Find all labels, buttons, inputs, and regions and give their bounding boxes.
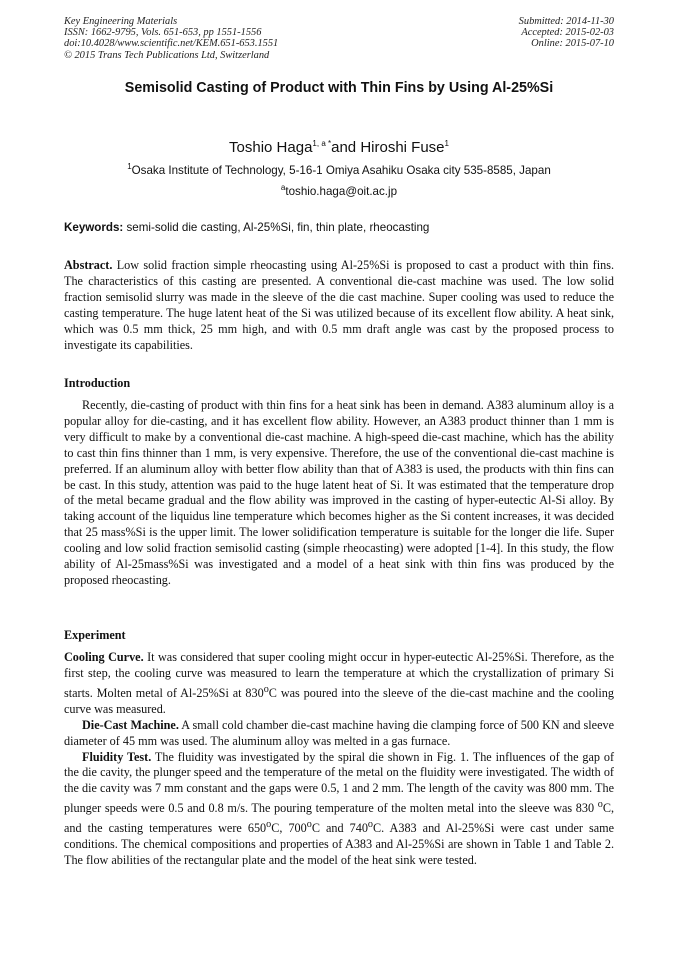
diecast-text: A small cold chamber die-cast machine having die clamping force of 500 KN and sleeve diameter of 45 mm was used. The aluminum alloy was melted in a gas furnace. [64, 717, 614, 748]
fluidity-text-3: C, 700 [271, 821, 307, 836]
affiliation-sup: 1 [127, 162, 132, 172]
abstract-label: Abstract. [64, 258, 113, 272]
affiliation-text: Osaka Institute of Technology, 5-16-1 Omiya Asahiku Osaka city 535-8585, Japan [131, 164, 551, 177]
degree-sup: o [266, 819, 272, 831]
introduction-heading: Introduction [64, 376, 131, 390]
author-email [0, 185, 678, 198]
cooling-text-2: C was poured into the sleeve of the die-cast machine and the cooling curve was measured. [64, 685, 614, 716]
issn-line: ISSN: 1662-9795, Vols. 651-653, pp 1551-1556 [64, 27, 262, 39]
experiment-heading: Experiment [64, 628, 126, 642]
submitted-date: Submitted: 2014-11-30 [518, 16, 614, 27]
submission-dates [519, 16, 614, 50]
cooling-curve-paragraph [64, 650, 614, 718]
cooling-text-1: It was considered that super cooling might occur in hyper-eutectic Al-25%Si. Therefore, as the first step, the cooling curve was measured to learn the temperature at which the crystallization of primary Si starts. Molten metal of Al-25%Si at 830 [64, 650, 614, 700]
author-2: Hiroshi Fuse [360, 139, 445, 156]
doi-line: doi:10.4028/www.scientific.net/KEM.651-653.1551 [64, 38, 279, 50]
journal-info [64, 16, 278, 61]
abstract-text: Low solid fraction simple rheocasting using Al-25%Si is proposed to cast a product with thin fins. The characteristics of this casting are presented. A conventional die-cast machine was used. The low solid fraction semisolid slurry was made in the sleeve of the die cast machine. Super cooling was used to reduce the casting temperature. The huge latent heat of the Si was utilized because of its excellent flow ability. A heat sink, which was 0.5 mm thick, 25 mm high, and with 0.5 mm draft angle was cast by the proposed process to investigate its capabilities. [64, 258, 614, 352]
journal-name: Key Engineering Materials [64, 16, 178, 27]
experiment-body [64, 650, 614, 869]
author-and: and [331, 139, 361, 156]
keywords-text: semi-solid die casting, Al-25%Si, fin, thin plate, rheocasting [123, 221, 430, 234]
degree-sup: o [263, 683, 269, 695]
keywords [64, 221, 614, 234]
abstract [64, 258, 614, 353]
cooling-curve-label: Cooling Curve. [64, 650, 144, 664]
fluidity-text-5: C. A383 and Al-25%Si were cast under same conditions. The chemical compositions and properties of A383 and Al-25%Si are shown in Table 1 and Table 2. The flow abilities of the rectangular plate and the model of the heat sink were tested. [64, 821, 614, 868]
email-sup: a [280, 183, 286, 193]
introduction-paragraph: Recently, die-casting of product with thin fins for a heat sink has been in demand. A383 aluminum alloy is a popular alloy for die-casting, and it has excellent flow ability. However, an A383 product thinner than 1 mm is very difficult to make by a conventional die-cast machine. A high-speed die-cast machine, which has the ability to cast thin fins thinner than 1 mm, is very expensive. Therefore, the use of the conventional die-cast machine is preferred. If an aluminum alloy with better flow ability than that of A383 is used, the products with thin fins can be cast. In this study, attention was paid to the huge latent heat of Si. It was estimated that the temperature drop of the metal became gradual and the flow ability was improved in the casting of hyper-eutectic Al-Si alloy. By taking account of the liquidus line temperature which becomes higher as the Si content increases, it was decided that 25 mass%Si is the upper limit. The lower solidification temperature is suitable for the longer die life. Super cooling and low solid fraction semisolid casting (simple rheocasting) were adopted [1-4]. In this study, the flow ability of Al-25mass%Si was investigated and a model of a heat sink with thin fins was produced by the proposed rheocasting. [64, 398, 614, 587]
fluidity-text-1: The fluidity was investigated by the spiral die shown in Fig. 1. The influences of the gap of the die cavity, the plunger speed and the temperature of the metal on the fluidity were investigated. The width of the die cavity was 7 mm constant and the gaps were 0.5, 1 and 2 mm. The length of the cavity was 800 mm. The plunger speeds were 0.5 and 0.8 m/s. The pouring temperature of the molten metal into the sleeve was 830 [64, 749, 614, 816]
diecast-label: Die-Cast Machine. [82, 717, 179, 732]
email-text: toshio.haga@oit.ac.jp [285, 185, 398, 198]
fluidity-label: Fluidity Test. [82, 749, 152, 764]
fluidity-text-2: C, and the casting temperatures were 650 [64, 801, 614, 836]
degree-sup: o [367, 819, 373, 831]
diecast-paragraph [64, 718, 614, 750]
online-date: Online: 2015-07-10 [531, 38, 614, 50]
degree-sup: o [597, 799, 603, 811]
fluidity-paragraph [64, 750, 614, 869]
author-1-sup: 1, a * [312, 139, 332, 148]
author-line [0, 139, 678, 156]
introduction-body [64, 398, 614, 589]
paper-title: Semisolid Casting of Product with Thin Fins by Using Al-25%Si [124, 80, 554, 96]
copyright-line: © 2015 Trans Tech Publications Ltd, Switzerland [64, 49, 270, 61]
accepted-date: Accepted: 2015-02-03 [521, 27, 614, 39]
affiliation [0, 164, 678, 177]
fluidity-text-4: C and 740 [311, 821, 368, 836]
author-2-sup: 1 [444, 139, 449, 148]
author-1: Toshio Haga [229, 139, 313, 156]
keywords-label: Keywords: [64, 221, 124, 234]
degree-sup: o [306, 819, 312, 831]
